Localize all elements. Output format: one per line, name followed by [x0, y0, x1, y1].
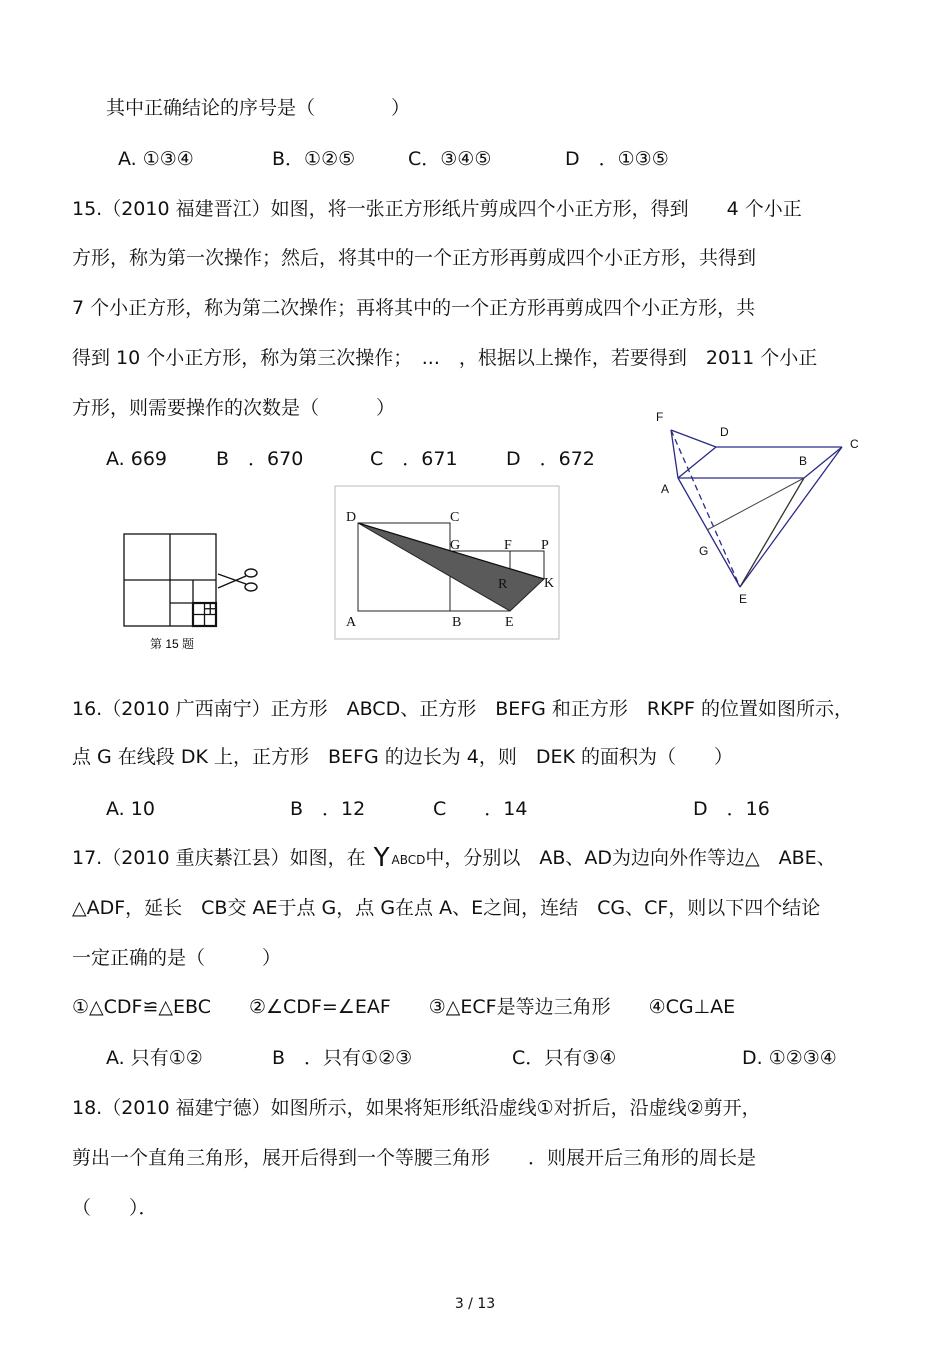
q15-line-5: 方形，则需要操作的次数是（ ）: [72, 397, 396, 419]
q15-line-3: 7 个小正方形，称为第二次操作；再将其中的一个正方形再剪成四个小正方形，共: [72, 297, 756, 319]
q16-figure: [334, 485, 560, 641]
q17-option-c: C．只有③④: [512, 1047, 617, 1069]
q17-line-3: 一定正确的是（ ）: [72, 947, 282, 969]
q17-label-g: G: [699, 544, 709, 558]
q17-option-d: D. ①②③④: [742, 1047, 837, 1069]
q17-line-4: ①△CDF≌△EBC ②∠CDF=∠EAF ③△ECF是等边三角形 ④CG⊥AE: [72, 996, 736, 1018]
q16-option-b: B ．12: [290, 798, 366, 820]
prev-option-d: D ．①③⑤: [565, 148, 669, 170]
q17-line-1-start: 17.（2010 重庆綦江县）如图，在: [72, 847, 366, 869]
q15-caption: 第 15 题: [150, 637, 195, 651]
q17-label-f: F: [656, 410, 664, 424]
q15-line-2: 方形，称为第一次操作；然后，将其中的一个正方形再剪成四个小正方形，共得到: [72, 247, 757, 269]
scissors-icon: [218, 569, 257, 591]
q15-option-d: D ．672: [506, 448, 595, 470]
q16-option-c: C ．14: [433, 798, 528, 820]
prev-option-b: B．①②⑤: [272, 148, 356, 170]
q16-label-f: F: [504, 538, 512, 553]
q15-option-c: C ．671: [370, 448, 458, 470]
prev-option-c: C．③④⑤: [408, 148, 492, 170]
q17-line-2: △ADF，延长 CB交 AE于点 G，点 G在点 A、E之间，连结 CG、CF，则以下四个结论: [72, 897, 821, 919]
q16-label-r: R: [498, 577, 508, 592]
q18-line-2: 剪出一个直角三角形，展开后得到一个等腰三角形 ．则展开后三角形的周长是: [72, 1147, 757, 1169]
q17-line-1: [72, 845, 836, 873]
q16-label-d: D: [346, 510, 357, 525]
q16-label-p: P: [541, 538, 549, 553]
q16-label-e: E: [505, 615, 514, 630]
q17-line-1-end: 中，分别以 AB、AD为边向外作等边△ ABE、: [425, 847, 836, 869]
q17-label-d: D: [720, 425, 729, 439]
q18-line-3: （ ）．: [72, 1197, 158, 1219]
prev-question-line: 其中正确结论的序号是（ ）: [106, 97, 411, 119]
q15-option-a: A. 669: [106, 448, 168, 470]
q17-option-b: B ．只有①②③: [272, 1047, 413, 1069]
q16-line-2: 点 G 在线段 DK 上，正方形 BEFG 的边长为 4，则 DEK 的面积为（ ）: [72, 746, 733, 768]
q16-option-d: D ．16: [693, 798, 770, 820]
page-number: 3 / 13: [454, 1296, 496, 1312]
q15-figure: [118, 528, 268, 656]
q17-label-b: B: [799, 454, 808, 468]
q15-option-b: B ．670: [216, 448, 304, 470]
q16-label-a: A: [346, 615, 357, 630]
prev-option-a: A. ①③④: [118, 148, 194, 170]
q17-figure: [650, 405, 870, 610]
q16-label-b: B: [452, 615, 462, 630]
q17-label-a: A: [661, 482, 670, 496]
q16-label-k: K: [544, 576, 555, 591]
parallelogram-name: ABCD: [391, 853, 426, 867]
q15-line-4: 得到 10 个小正方形，称为第三次操作； ... ，根据以上操作，若要得到 2011 个小正: [72, 347, 818, 369]
q18-line-1: 18.（2010 福建宁德）如图所示，如果将矩形纸沿虚线①对折后，沿虚线②剪开，: [72, 1097, 761, 1119]
q16-label-c: C: [450, 510, 460, 525]
q16-label-g: G: [450, 538, 461, 553]
q16-option-a: A. 10: [106, 798, 155, 820]
parallelogram-icon: Y: [373, 843, 390, 873]
q15-line-1: 15.（2010 福建晋江）如图，将一张正方形纸片剪成四个小正方形，得到 4 个小正: [72, 198, 802, 220]
q17-option-a: A. 只有①②: [106, 1047, 203, 1069]
q17-label-c: C: [850, 437, 859, 451]
q17-label-e: E: [739, 592, 748, 606]
q16-line-1: 16.（2010 广西南宁）正方形 ABCD、正方形 BEFG 和正方形 RKPF 的位置如图所示，: [72, 698, 854, 720]
